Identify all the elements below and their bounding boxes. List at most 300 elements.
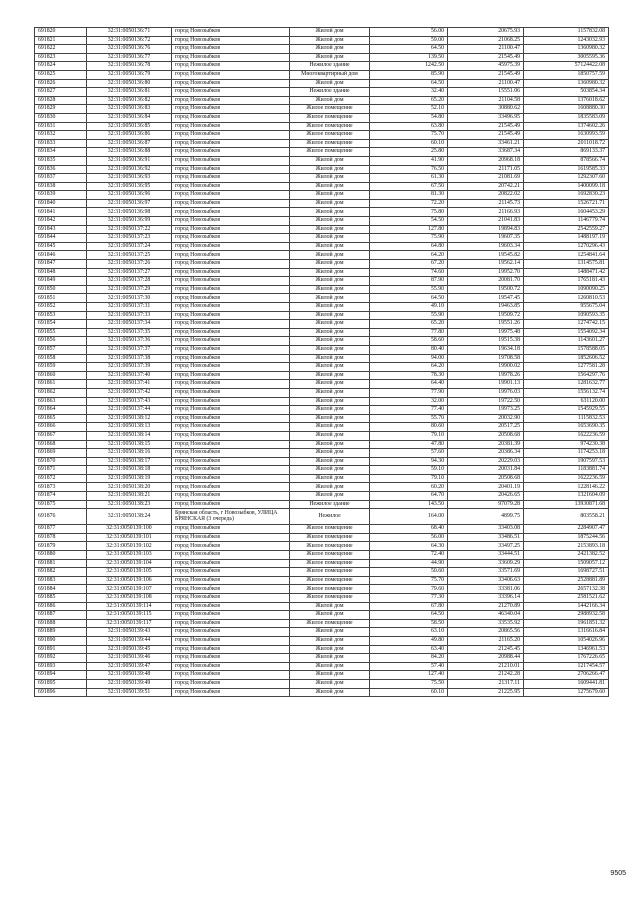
object-type-cell: Жилой дом xyxy=(290,294,370,303)
specific-value-cell: 21100.47 xyxy=(448,45,524,54)
table-row xyxy=(35,70,609,79)
cadastral-value-cell: 1281632.77 xyxy=(524,380,609,389)
specific-value-cell: 21100.47 xyxy=(448,79,524,88)
cadastral-value-cell: 1090593.35 xyxy=(524,311,609,320)
row-number-cell: 691888 xyxy=(35,619,87,628)
area-cell: 75.70 xyxy=(370,576,448,585)
cadastral-value-cell: 1314575.81 xyxy=(524,260,609,269)
cadastral-number-cell: 32:31:0050136:78 xyxy=(87,62,172,71)
address-cell: город Новозыбков xyxy=(172,345,290,354)
object-type-cell: Жилой дом xyxy=(290,483,370,492)
cadastral-value-cell: 2542559.27 xyxy=(524,225,609,234)
object-type-cell: Жилой дом xyxy=(290,191,370,200)
row-number-cell: 691849 xyxy=(35,277,87,286)
specific-value-cell: 20426.65 xyxy=(448,492,524,501)
address-cell: город Новозыбков xyxy=(172,388,290,397)
table-row xyxy=(35,199,609,208)
row-number-cell: 691879 xyxy=(35,542,87,551)
cadastral-value-cell: 2988932.58 xyxy=(524,611,609,620)
cadastral-number-cell: 32:31:0050136:93 xyxy=(87,174,172,183)
row-number-cell: 691820 xyxy=(35,28,87,37)
row-number-cell: 691895 xyxy=(35,679,87,688)
cadastral-value-cell: 1376018.62 xyxy=(524,96,609,105)
address-cell: город Новозыбков xyxy=(172,500,290,509)
specific-value-cell: 33497.25 xyxy=(448,542,524,551)
area-cell: 47.80 xyxy=(370,440,448,449)
object-type-cell: Жилой дом xyxy=(290,431,370,440)
cadastral-value-cell: 1292307.60 xyxy=(524,174,609,183)
address-cell: город Новозыбков xyxy=(172,62,290,71)
table-row xyxy=(35,568,609,577)
area-cell: 84.20 xyxy=(370,654,448,663)
object-type-cell: Жилой дом xyxy=(290,466,370,475)
cadastral-value-cell: 1115832.53 xyxy=(524,414,609,423)
specific-value-cell: 19603.34 xyxy=(448,242,524,251)
cadastral-value-cell: 1090090.25 xyxy=(524,285,609,294)
address-cell: город Новозыбков xyxy=(172,568,290,577)
address-cell: город Новозыбков xyxy=(172,311,290,320)
row-number-cell: 691869 xyxy=(35,449,87,458)
table-row xyxy=(35,585,609,594)
table-row xyxy=(35,251,609,260)
specific-value-cell: 30880.62 xyxy=(448,105,524,114)
object-type-cell: Нежилое здание xyxy=(290,500,370,509)
specific-value-cell: 20401.19 xyxy=(448,483,524,492)
cadastral-value-cell: 974230.38 xyxy=(524,440,609,449)
cadastral-value-cell: 13930871.68 xyxy=(524,500,609,509)
area-cell: 52.10 xyxy=(370,105,448,114)
cadastral-value-cell: 1961851.32 xyxy=(524,619,609,628)
cadastral-value-cell: 1277581.28 xyxy=(524,363,609,372)
table-row xyxy=(35,619,609,628)
address-cell: город Новозыбков xyxy=(172,131,290,140)
address-cell: город Новозыбков xyxy=(172,88,290,97)
row-number-cell: 691828 xyxy=(35,96,87,105)
specific-value-cell: 19975.48 xyxy=(448,328,524,337)
row-number-cell: 691865 xyxy=(35,414,87,423)
specific-value-cell: 33444.51 xyxy=(448,551,524,560)
cadastral-number-cell: 32:31:0050138:17 xyxy=(87,457,172,466)
address-cell: город Новозыбков xyxy=(172,628,290,637)
row-number-cell: 691877 xyxy=(35,525,87,534)
address-cell: город Новозыбков xyxy=(172,440,290,449)
object-type-cell: Жилой дом xyxy=(290,79,370,88)
object-type-cell: Многоквартирный дом xyxy=(290,70,370,79)
cadastral-number-cell: 32:31:0050138:21 xyxy=(87,492,172,501)
address-cell: город Новозыбков xyxy=(172,182,290,191)
cadastral-number-cell: 32:31:0050136:82 xyxy=(87,96,172,105)
area-cell: 72.40 xyxy=(370,551,448,560)
table-row xyxy=(35,225,609,234)
row-number-cell: 691840 xyxy=(35,199,87,208)
area-cell: 64.50 xyxy=(370,79,448,88)
object-type-cell: Жилое помещение xyxy=(290,559,370,568)
address-cell: город Новозыбков xyxy=(172,525,290,534)
cadastral-value-cell: 1556132.74 xyxy=(524,388,609,397)
cadastral-number-cell: 32:31:0050136:76 xyxy=(87,45,172,54)
area-cell: 64.50 xyxy=(370,45,448,54)
area-cell: 32.40 xyxy=(370,88,448,97)
cadastral-value-cell: 869133.37 xyxy=(524,148,609,157)
address-cell: город Новозыбков xyxy=(172,380,290,389)
area-cell: 55.90 xyxy=(370,285,448,294)
object-type-cell: Жилой дом xyxy=(290,174,370,183)
address-cell: город Новозыбков xyxy=(172,431,290,440)
cadastral-number-cell: 32:31:0050139:105 xyxy=(87,568,172,577)
specific-value-cell: 97079.28 xyxy=(448,500,524,509)
object-type-cell: Жилое помещение xyxy=(290,113,370,122)
cadastral-value-cell: 1835583.09 xyxy=(524,113,609,122)
cadastral-value-cell: 1765181.43 xyxy=(524,277,609,286)
area-cell: 80.40 xyxy=(370,345,448,354)
row-number-cell: 691841 xyxy=(35,208,87,217)
cadastral-value-cell: 2706266.47 xyxy=(524,671,609,680)
area-cell: 57.40 xyxy=(370,662,448,671)
specific-value-cell: 20675.93 xyxy=(448,28,524,37)
area-cell: 63.40 xyxy=(370,645,448,654)
cadastral-number-cell: 32:31:0050139:49 xyxy=(87,679,172,688)
cadastral-number-cell: 32:31:0050139:101 xyxy=(87,533,172,542)
specific-value-cell: 33403.08 xyxy=(448,525,524,534)
table-row xyxy=(35,79,609,88)
address-cell: город Новозыбков xyxy=(172,242,290,251)
address-cell: город Новозыбков xyxy=(172,191,290,200)
specific-value-cell: 46340.04 xyxy=(448,611,524,620)
table-row xyxy=(35,294,609,303)
row-number-cell: 691875 xyxy=(35,500,87,509)
area-cell: 77.30 xyxy=(370,594,448,603)
object-type-cell: Жилой дом xyxy=(290,645,370,654)
row-number-cell: 691887 xyxy=(35,611,87,620)
cadastral-number-cell: 32:31:0050138:12 xyxy=(87,414,172,423)
object-type-cell: Жилой дом xyxy=(290,688,370,697)
area-cell: 127.80 xyxy=(370,225,448,234)
specific-value-cell: 33571.69 xyxy=(448,568,524,577)
cadastral-number-cell: 32:31:0050137:28 xyxy=(87,277,172,286)
table-row xyxy=(35,113,609,122)
area-cell: 75.90 xyxy=(370,234,448,243)
row-number-cell: 691853 xyxy=(35,311,87,320)
cadastral-value-cell: 1275679.60 xyxy=(524,688,609,697)
area-cell: 94.30 xyxy=(370,457,448,466)
specific-value-cell: 20032.90 xyxy=(448,414,524,423)
cadastral-value-cell: 1254841.64 xyxy=(524,251,609,260)
specific-value-cell: 15551.06 xyxy=(448,88,524,97)
row-number-cell: 691864 xyxy=(35,406,87,415)
cadastral-number-cell: 32:31:0050137:40 xyxy=(87,371,172,380)
address-cell: город Новозыбков xyxy=(172,363,290,372)
area-cell: 44.90 xyxy=(370,559,448,568)
cadastral-number-cell: 32:31:0050136:97 xyxy=(87,199,172,208)
row-number-cell: 691873 xyxy=(35,483,87,492)
object-type-cell: Жилое помещение xyxy=(290,525,370,534)
area-cell: 58.50 xyxy=(370,619,448,628)
table-row xyxy=(35,688,609,697)
object-type-cell: Жилой дом xyxy=(290,449,370,458)
specific-value-cell: 33461.21 xyxy=(448,139,524,148)
object-type-cell: Жилой дом xyxy=(290,328,370,337)
cadastral-number-cell: 32:31:0050139:117 xyxy=(87,619,172,628)
specific-value-cell: 20229.03 xyxy=(448,457,524,466)
row-number-cell: 691829 xyxy=(35,105,87,114)
specific-value-cell: 21545.49 xyxy=(448,53,524,62)
address-cell: город Новозыбков xyxy=(172,285,290,294)
specific-value-cell: 33406.63 xyxy=(448,576,524,585)
address-cell: город Новозыбков xyxy=(172,96,290,105)
table-row xyxy=(35,320,609,329)
object-type-cell: Жилое помещение xyxy=(290,533,370,542)
specific-value-cell: 19952.70 xyxy=(448,268,524,277)
specific-value-cell: 21145.73 xyxy=(448,199,524,208)
row-number-cell: 691870 xyxy=(35,457,87,466)
cadastral-number-cell: 32:31:0050137:41 xyxy=(87,380,172,389)
cadastral-value-cell: 878566.74 xyxy=(524,156,609,165)
address-cell: город Новозыбков xyxy=(172,251,290,260)
area-cell: 57.60 xyxy=(370,449,448,458)
row-number-cell: 691838 xyxy=(35,182,87,191)
table-row xyxy=(35,371,609,380)
row-number-cell: 691839 xyxy=(35,191,87,200)
area-cell: 61.30 xyxy=(370,174,448,183)
cadastral-value-cell: 1442166.34 xyxy=(524,602,609,611)
page-number: 9505 xyxy=(610,870,626,877)
specific-value-cell: 21317.11 xyxy=(448,679,524,688)
area-cell: 64.30 xyxy=(370,542,448,551)
cadastral-number-cell: 32:31:0050136:96 xyxy=(87,191,172,200)
row-number-cell: 691882 xyxy=(35,568,87,577)
table-row xyxy=(35,139,609,148)
cadastral-number-cell: 32:31:0050137:43 xyxy=(87,397,172,406)
table-row xyxy=(35,457,609,466)
address-cell: город Новозыбков xyxy=(172,260,290,269)
address-cell: город Новозыбков xyxy=(172,294,290,303)
row-number-cell: 691859 xyxy=(35,363,87,372)
area-cell: 67.80 xyxy=(370,602,448,611)
cadastral-value-cell: 3005595.36 xyxy=(524,53,609,62)
object-type-cell: Жилое помещение xyxy=(290,551,370,560)
row-number-cell: 691827 xyxy=(35,88,87,97)
address-cell: город Новозыбков xyxy=(172,636,290,645)
row-number-cell: 691823 xyxy=(35,53,87,62)
area-cell: 60.10 xyxy=(370,139,448,148)
area-cell: 81.30 xyxy=(370,191,448,200)
row-number-cell: 691836 xyxy=(35,165,87,174)
cadastral-value-cell: 1767226.65 xyxy=(524,654,609,663)
cadastral-value-cell: 1564297.76 xyxy=(524,371,609,380)
address-cell: город Новозыбков xyxy=(172,337,290,346)
object-type-cell: Жилое помещение xyxy=(290,576,370,585)
specific-value-cell: 19708.58 xyxy=(448,354,524,363)
cadastral-value-cell: 2581521.62 xyxy=(524,594,609,603)
address-cell: город Новозыбков xyxy=(172,268,290,277)
specific-value-cell: 19634.18 xyxy=(448,345,524,354)
cadastral-value-cell: 1146779.74 xyxy=(524,217,609,226)
row-number-cell: 691874 xyxy=(35,492,87,501)
object-type-cell: Жилой дом xyxy=(290,380,370,389)
cadastral-value-cell: 1174253.18 xyxy=(524,449,609,458)
cadastral-number-cell: 32:31:0050139:100 xyxy=(87,525,172,534)
object-type-cell: Жилой дом xyxy=(290,492,370,501)
specific-value-cell: 19463.85 xyxy=(448,303,524,312)
cadastral-value-cell: 1526721.71 xyxy=(524,199,609,208)
area-cell: 164.00 xyxy=(370,509,448,525)
specific-value-cell: 19607.35 xyxy=(448,234,524,243)
object-type-cell: Жилое помещение xyxy=(290,594,370,603)
row-number-cell: 691826 xyxy=(35,79,87,88)
area-cell: 65.20 xyxy=(370,320,448,329)
table-row xyxy=(35,440,609,449)
object-type-cell: Жилой дом xyxy=(290,182,370,191)
address-cell: город Новозыбков xyxy=(172,662,290,671)
cadastral-number-cell: 32:31:0050138:15 xyxy=(87,440,172,449)
object-type-cell: Жилой дом xyxy=(290,611,370,620)
specific-value-cell: 21545.49 xyxy=(448,70,524,79)
area-cell: 56.00 xyxy=(370,533,448,542)
area-cell: 79.10 xyxy=(370,431,448,440)
area-cell: 80.60 xyxy=(370,423,448,432)
area-cell: 79.10 xyxy=(370,474,448,483)
object-type-cell: Жилое помещение xyxy=(290,542,370,551)
cadastral-value-cell: 2657132.38 xyxy=(524,585,609,594)
row-number-cell: 691894 xyxy=(35,671,87,680)
area-cell: 85.90 xyxy=(370,70,448,79)
area-cell: 63.80 xyxy=(370,122,448,131)
row-number-cell: 691881 xyxy=(35,559,87,568)
area-cell: 64.70 xyxy=(370,492,448,501)
area-cell: 64.80 xyxy=(370,242,448,251)
table-row xyxy=(35,148,609,157)
row-number-cell: 691833 xyxy=(35,139,87,148)
object-type-cell: Жилой дом xyxy=(290,423,370,432)
table-row xyxy=(35,645,609,654)
area-cell: 64.50 xyxy=(370,294,448,303)
row-number-cell: 691861 xyxy=(35,380,87,389)
object-type-cell: Жилой дом xyxy=(290,242,370,251)
specific-value-cell: 21225.95 xyxy=(448,688,524,697)
specific-value-cell: 20865.56 xyxy=(448,628,524,637)
object-type-cell: Жилой дом xyxy=(290,636,370,645)
cadastral-number-cell: 32:31:0050139:47 xyxy=(87,662,172,671)
specific-value-cell: 33687.34 xyxy=(448,148,524,157)
object-type-cell: Жилой дом xyxy=(290,199,370,208)
specific-value-cell: 20822.02 xyxy=(448,191,524,200)
area-cell: 139.50 xyxy=(370,53,448,62)
cadastral-number-cell: 32:31:0050137:36 xyxy=(87,337,172,346)
area-cell: 76.50 xyxy=(370,165,448,174)
row-number-cell: 691846 xyxy=(35,251,87,260)
row-number-cell: 691851 xyxy=(35,294,87,303)
table-row xyxy=(35,62,609,71)
object-type-cell: Жилой дом xyxy=(290,388,370,397)
address-cell: Брянская область, г Новозыбков, УЛИЦА БРЯНСКАЯ (3 очередь) xyxy=(172,509,290,525)
table-row xyxy=(35,88,609,97)
row-number-cell: 691863 xyxy=(35,397,87,406)
table-row xyxy=(35,423,609,432)
row-number-cell: 691871 xyxy=(35,466,87,475)
table-row xyxy=(35,277,609,286)
specific-value-cell: 19547.45 xyxy=(448,294,524,303)
cadastral-number-cell: 32:31:0050136:71 xyxy=(87,28,172,37)
registry-table-container xyxy=(34,27,608,697)
area-cell: 25.80 xyxy=(370,148,448,157)
address-cell: город Новозыбков xyxy=(172,70,290,79)
table-row xyxy=(35,466,609,475)
table-row xyxy=(35,559,609,568)
table-row xyxy=(35,311,609,320)
table-row xyxy=(35,397,609,406)
table-row xyxy=(35,156,609,165)
area-cell: 75.80 xyxy=(370,208,448,217)
address-cell: город Новозыбков xyxy=(172,483,290,492)
area-cell: 49.80 xyxy=(370,636,448,645)
cadastral-number-cell: 32:31:0050137:39 xyxy=(87,363,172,372)
address-cell: город Новозыбков xyxy=(172,217,290,226)
cadastral-value-cell: 1630993.59 xyxy=(524,131,609,140)
area-cell: 55.90 xyxy=(370,311,448,320)
area-cell: 75.50 xyxy=(370,679,448,688)
table-row xyxy=(35,363,609,372)
object-type-cell: Жилой дом xyxy=(290,679,370,688)
cadastral-value-cell: 1270296.43 xyxy=(524,242,609,251)
cadastral-number-cell: 32:31:0050137:31 xyxy=(87,303,172,312)
specific-value-cell: 20988.44 xyxy=(448,654,524,663)
area-cell: 143.50 xyxy=(370,500,448,509)
specific-value-cell: 21104.58 xyxy=(448,96,524,105)
cadastral-number-cell: 32:31:0050136:81 xyxy=(87,88,172,97)
row-number-cell: 691890 xyxy=(35,636,87,645)
row-number-cell: 691825 xyxy=(35,70,87,79)
object-type-cell: Жилой дом xyxy=(290,397,370,406)
address-cell: город Новозыбков xyxy=(172,654,290,663)
row-number-cell: 691835 xyxy=(35,156,87,165)
cadastral-value-cell: 803558.21 xyxy=(524,509,609,525)
cadastral-number-cell: 32:31:0050136:86 xyxy=(87,131,172,140)
address-cell: город Новозыбков xyxy=(172,354,290,363)
table-row xyxy=(35,414,609,423)
table-row xyxy=(35,533,609,542)
table-row xyxy=(35,628,609,637)
address-cell: город Новозыбков xyxy=(172,234,290,243)
object-type-cell: Жилое помещение xyxy=(290,139,370,148)
cadastral-number-cell: 32:31:0050139:114 xyxy=(87,602,172,611)
cadastral-value-cell: 1622236.59 xyxy=(524,474,609,483)
address-cell: город Новозыбков xyxy=(172,492,290,501)
object-type-cell: Жилой дом xyxy=(290,285,370,294)
address-cell: город Новозыбков xyxy=(172,466,290,475)
row-number-cell: 691886 xyxy=(35,602,87,611)
specific-value-cell: 19901.13 xyxy=(448,380,524,389)
area-cell: 54.50 xyxy=(370,217,448,226)
area-cell: 65.20 xyxy=(370,96,448,105)
cadastral-value-cell: 1243032.93 xyxy=(524,36,609,45)
address-cell: город Новозыбков xyxy=(172,156,290,165)
address-cell: город Новозыбков xyxy=(172,679,290,688)
specific-value-cell: 21210.01 xyxy=(448,662,524,671)
object-type-cell: Жилое помещение xyxy=(290,568,370,577)
cadastral-value-cell: 1183881.74 xyxy=(524,466,609,475)
row-number-cell: 691889 xyxy=(35,628,87,637)
table-row xyxy=(35,28,609,37)
object-type-cell: Жилое помещение xyxy=(290,619,370,628)
cadastral-value-cell: 1619585.33 xyxy=(524,165,609,174)
specific-value-cell: 33609.29 xyxy=(448,559,524,568)
cadastral-value-cell: 1374602.26 xyxy=(524,122,609,131)
specific-value-cell: 20381.39 xyxy=(448,440,524,449)
area-cell: 74.60 xyxy=(370,268,448,277)
specific-value-cell: 19562.14 xyxy=(448,260,524,269)
address-cell: город Новозыбков xyxy=(172,423,290,432)
area-cell: 127.40 xyxy=(370,671,448,680)
